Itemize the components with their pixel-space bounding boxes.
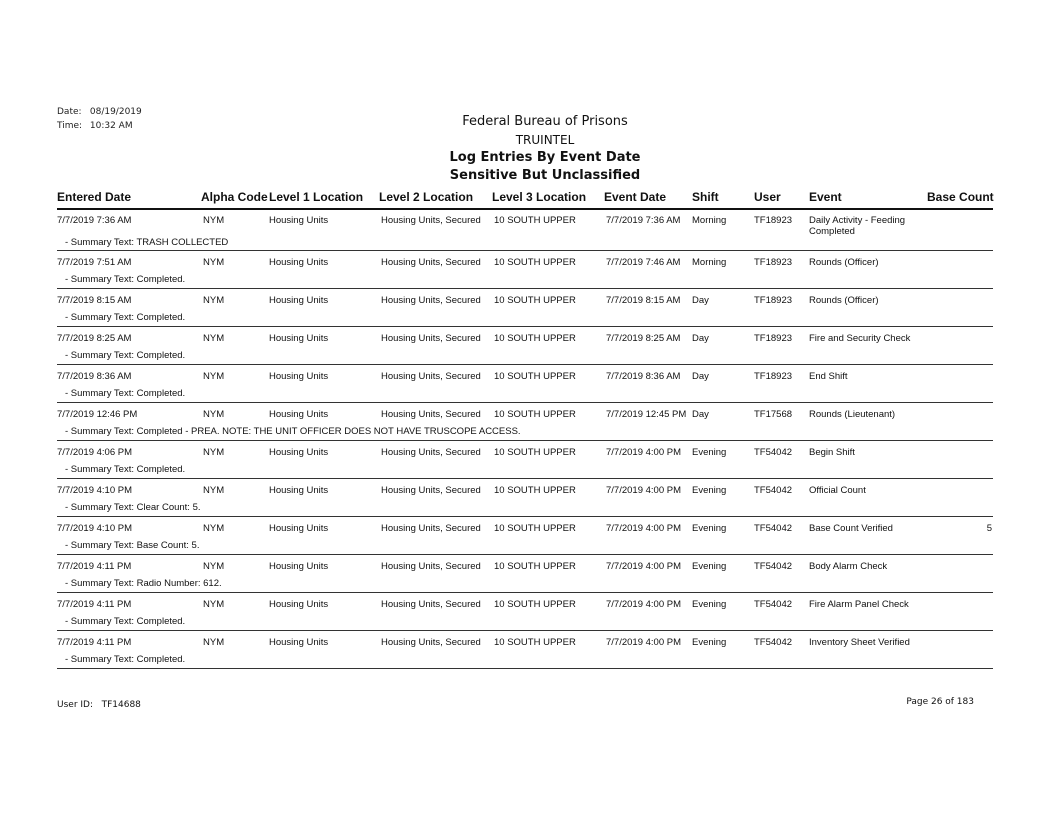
cell-user: TF18923 <box>754 257 793 268</box>
table-row <box>57 403 993 441</box>
table-row <box>57 441 993 479</box>
cell-user: TF54042 <box>754 447 793 458</box>
cell-base-count: 5 <box>986 523 992 534</box>
cell-level2-location: Housing Units, Secured <box>381 485 481 496</box>
cell-shift: Day <box>692 295 709 306</box>
table-row <box>57 365 993 403</box>
cell-shift: Evening <box>692 637 727 648</box>
footer-user <box>57 700 141 710</box>
col-level2: Level 2 Location <box>379 190 474 204</box>
cell-level1-location: Housing Units <box>269 561 329 572</box>
col-level3: Level 3 Location <box>492 190 587 204</box>
cell-event-date: 7/7/2019 4:00 PM <box>606 523 681 534</box>
cell-event-date: 7/7/2019 8:36 AM <box>606 371 681 382</box>
cell-entered-date: 7/7/2019 4:11 PM <box>57 637 132 648</box>
cell-event: Official Count <box>809 485 866 496</box>
cell-event-date: 7/7/2019 12:45 PM <box>606 409 687 420</box>
system-name: TRUINTEL <box>515 133 575 147</box>
cell-alpha-code: NYM <box>203 295 225 306</box>
cell-entered-date: 7/7/2019 8:15 AM <box>57 295 132 306</box>
cell-level2-location: Housing Units, Secured <box>381 599 481 610</box>
cell-event-date: 7/7/2019 4:00 PM <box>606 637 681 648</box>
summary-text: - Summary Text: Clear Count: 5. <box>65 502 201 513</box>
cell-level1-location: Housing Units <box>269 599 329 610</box>
cell-level1-location: Housing Units <box>269 215 329 226</box>
cell-alpha-code: NYM <box>203 371 225 382</box>
cell-alpha-code: NYM <box>203 561 225 572</box>
cell-level2-location: Housing Units, Secured <box>381 637 481 648</box>
cell-level3-location: 10 SOUTH UPPER <box>494 523 576 534</box>
date-value: 08/19/2019 <box>89 107 142 117</box>
cell-level3-location: 10 SOUTH UPPER <box>494 409 576 420</box>
cell-event: End Shift <box>809 371 848 382</box>
table-body <box>57 210 993 669</box>
cell-level3-location: 10 SOUTH UPPER <box>494 257 576 268</box>
time-value: 10:32 AM <box>89 121 133 131</box>
cell-event: Rounds (Lieutenant) <box>809 409 896 420</box>
cell-alpha-code: NYM <box>203 215 225 226</box>
col-entered-date: Entered Date <box>57 190 132 204</box>
cell-event-date: 7/7/2019 4:00 PM <box>606 599 681 610</box>
cell-user: TF54042 <box>754 523 793 534</box>
cell-shift: Morning <box>692 257 727 268</box>
cell-level1-location: Housing Units <box>269 333 329 344</box>
cell-shift: Evening <box>692 447 727 458</box>
cell-alpha-code: NYM <box>203 257 225 268</box>
cell-shift: Evening <box>692 485 727 496</box>
report-header <box>0 113 1056 185</box>
cell-event: Rounds (Officer) <box>809 295 879 306</box>
cell-level1-location: Housing Units <box>269 371 329 382</box>
summary-text: - Summary Text: Completed. <box>65 616 186 627</box>
cell-level3-location: 10 SOUTH UPPER <box>494 637 576 648</box>
cell-user: TF54042 <box>754 637 793 648</box>
summary-text: - Summary Text: Completed. <box>65 274 186 285</box>
cell-event-date: 7/7/2019 8:25 AM <box>606 333 681 344</box>
col-shift: Shift <box>692 190 719 204</box>
cell-event: Body Alarm Check <box>809 561 888 572</box>
cell-shift: Evening <box>692 561 727 572</box>
table-header <box>57 184 993 210</box>
summary-text: - Summary Text: Base Count: 5. <box>65 540 200 551</box>
cell-level3-location: 10 SOUTH UPPER <box>494 215 576 226</box>
cell-entered-date: 7/7/2019 12:46 PM <box>57 409 138 420</box>
cell-event: Daily Activity - Feeding Completed <box>809 215 906 237</box>
cell-event: Base Count Verified <box>809 523 893 534</box>
cell-entered-date: 7/7/2019 4:11 PM <box>57 599 132 610</box>
cell-level3-location: 10 SOUTH UPPER <box>494 599 576 610</box>
summary-text: - Summary Text: Completed. <box>65 350 186 361</box>
cell-level3-location: 10 SOUTH UPPER <box>494 295 576 306</box>
cell-level1-location: Housing Units <box>269 523 329 534</box>
time-label: Time: <box>57 121 83 131</box>
page-number: Page 26 of 183 <box>906 697 974 707</box>
cell-alpha-code: NYM <box>203 599 225 610</box>
col-level1: Level 1 Location <box>269 190 364 204</box>
table-row <box>57 251 993 289</box>
cell-alpha-code: NYM <box>203 409 225 420</box>
cell-event-date: 7/7/2019 4:00 PM <box>606 485 681 496</box>
cell-level2-location: Housing Units, Secured <box>381 409 481 420</box>
table-row <box>57 327 993 365</box>
cell-entered-date: 7/7/2019 4:10 PM <box>57 523 132 534</box>
cell-entered-date: 7/7/2019 7:51 AM <box>57 257 132 268</box>
summary-text: - Summary Text: TRASH COLLECTED <box>65 237 229 248</box>
cell-shift: Day <box>692 409 709 420</box>
table-row <box>57 210 993 251</box>
cell-entered-date: 7/7/2019 7:36 AM <box>57 215 132 226</box>
cell-level3-location: 10 SOUTH UPPER <box>494 371 576 382</box>
cell-event: Inventory Sheet Verified <box>809 637 910 648</box>
summary-text: - Summary Text: Completed. <box>65 388 186 399</box>
cell-user: TF17568 <box>754 409 793 420</box>
cell-user: TF54042 <box>754 561 793 572</box>
cell-entered-date: 7/7/2019 8:25 AM <box>57 333 132 344</box>
cell-level2-location: Housing Units, Secured <box>381 447 481 458</box>
cell-level2-location: Housing Units, Secured <box>381 561 481 572</box>
cell-event: Begin Shift <box>809 447 855 458</box>
cell-event: Fire Alarm Panel Check <box>809 599 909 610</box>
cell-level1-location: Housing Units <box>269 485 329 496</box>
col-event: Event <box>809 190 842 204</box>
summary-text: - Summary Text: Completed. <box>65 654 186 665</box>
agency-name: Federal Bureau of Prisons <box>462 114 628 129</box>
cell-level1-location: Housing Units <box>269 637 329 648</box>
cell-level2-location: Housing Units, Secured <box>381 523 481 534</box>
classification-label: Sensitive But Unclassified <box>449 168 641 183</box>
cell-event: Rounds (Officer) <box>809 257 879 268</box>
cell-level3-location: 10 SOUTH UPPER <box>494 447 576 458</box>
table-row <box>57 555 993 593</box>
cell-level3-location: 10 SOUTH UPPER <box>494 561 576 572</box>
cell-entered-date: 7/7/2019 4:11 PM <box>57 561 132 572</box>
col-user: User <box>754 190 781 204</box>
cell-entered-date: 7/7/2019 4:10 PM <box>57 485 132 496</box>
summary-text: - Summary Text: Completed. <box>65 464 186 475</box>
cell-level1-location: Housing Units <box>269 447 329 458</box>
cell-alpha-code: NYM <box>203 523 225 534</box>
col-event-date: Event Date <box>604 190 667 204</box>
cell-level2-location: Housing Units, Secured <box>381 257 481 268</box>
summary-text: - Summary Text: Completed. <box>65 312 186 323</box>
table-row <box>57 289 993 327</box>
log-entries-table <box>57 184 993 669</box>
table-row <box>57 517 993 555</box>
col-alpha-code: Alpha Code <box>201 190 268 204</box>
cell-event-date: 7/7/2019 8:15 AM <box>606 295 681 306</box>
date-label: Date: <box>57 107 82 117</box>
cell-level1-location: Housing Units <box>269 295 329 306</box>
report-title: Log Entries By Event Date <box>449 150 641 165</box>
summary-text: - Summary Text: Completed - PREA. NOTE: THE UNIT OFFICER DOES NOT HAVE TRUSCOPE ACCESS. <box>65 426 521 437</box>
cell-event-date: 7/7/2019 7:46 AM <box>606 257 681 268</box>
cell-shift: Day <box>692 333 709 344</box>
cell-level2-location: Housing Units, Secured <box>381 295 481 306</box>
col-base-count: Base Count <box>927 190 994 204</box>
user-id-label: User ID: <box>57 700 93 710</box>
cell-level2-location: Housing Units, Secured <box>381 333 481 344</box>
cell-user: TF18923 <box>754 295 793 306</box>
cell-level2-location: Housing Units, Secured <box>381 371 481 382</box>
cell-event-date: 7/7/2019 7:36 AM <box>606 215 681 226</box>
cell-level1-location: Housing Units <box>269 257 329 268</box>
table-row <box>57 631 993 669</box>
table-row <box>57 593 993 631</box>
cell-user: TF54042 <box>754 485 793 496</box>
cell-shift: Morning <box>692 215 727 226</box>
cell-level3-location: 10 SOUTH UPPER <box>494 485 576 496</box>
cell-event: Fire and Security Check <box>809 333 911 344</box>
cell-user: TF18923 <box>754 333 793 344</box>
cell-user: TF18923 <box>754 371 793 382</box>
cell-alpha-code: NYM <box>203 447 225 458</box>
table-row <box>57 479 993 517</box>
cell-alpha-code: NYM <box>203 485 225 496</box>
cell-alpha-code: NYM <box>203 333 225 344</box>
cell-alpha-code: NYM <box>203 637 225 648</box>
cell-event-date: 7/7/2019 4:00 PM <box>606 447 681 458</box>
cell-level3-location: 10 SOUTH UPPER <box>494 333 576 344</box>
user-id-value: TF14688 <box>101 700 141 710</box>
cell-level1-location: Housing Units <box>269 409 329 420</box>
cell-level2-location: Housing Units, Secured <box>381 215 481 226</box>
cell-user: TF54042 <box>754 599 793 610</box>
cell-entered-date: 7/7/2019 4:06 PM <box>57 447 132 458</box>
cell-shift: Evening <box>692 523 727 534</box>
summary-text: - Summary Text: Radio Number: 612. <box>65 578 222 589</box>
cell-shift: Day <box>692 371 709 382</box>
cell-entered-date: 7/7/2019 8:36 AM <box>57 371 132 382</box>
cell-user: TF18923 <box>754 215 793 226</box>
cell-shift: Evening <box>692 599 727 610</box>
cell-event-date: 7/7/2019 4:00 PM <box>606 561 681 572</box>
